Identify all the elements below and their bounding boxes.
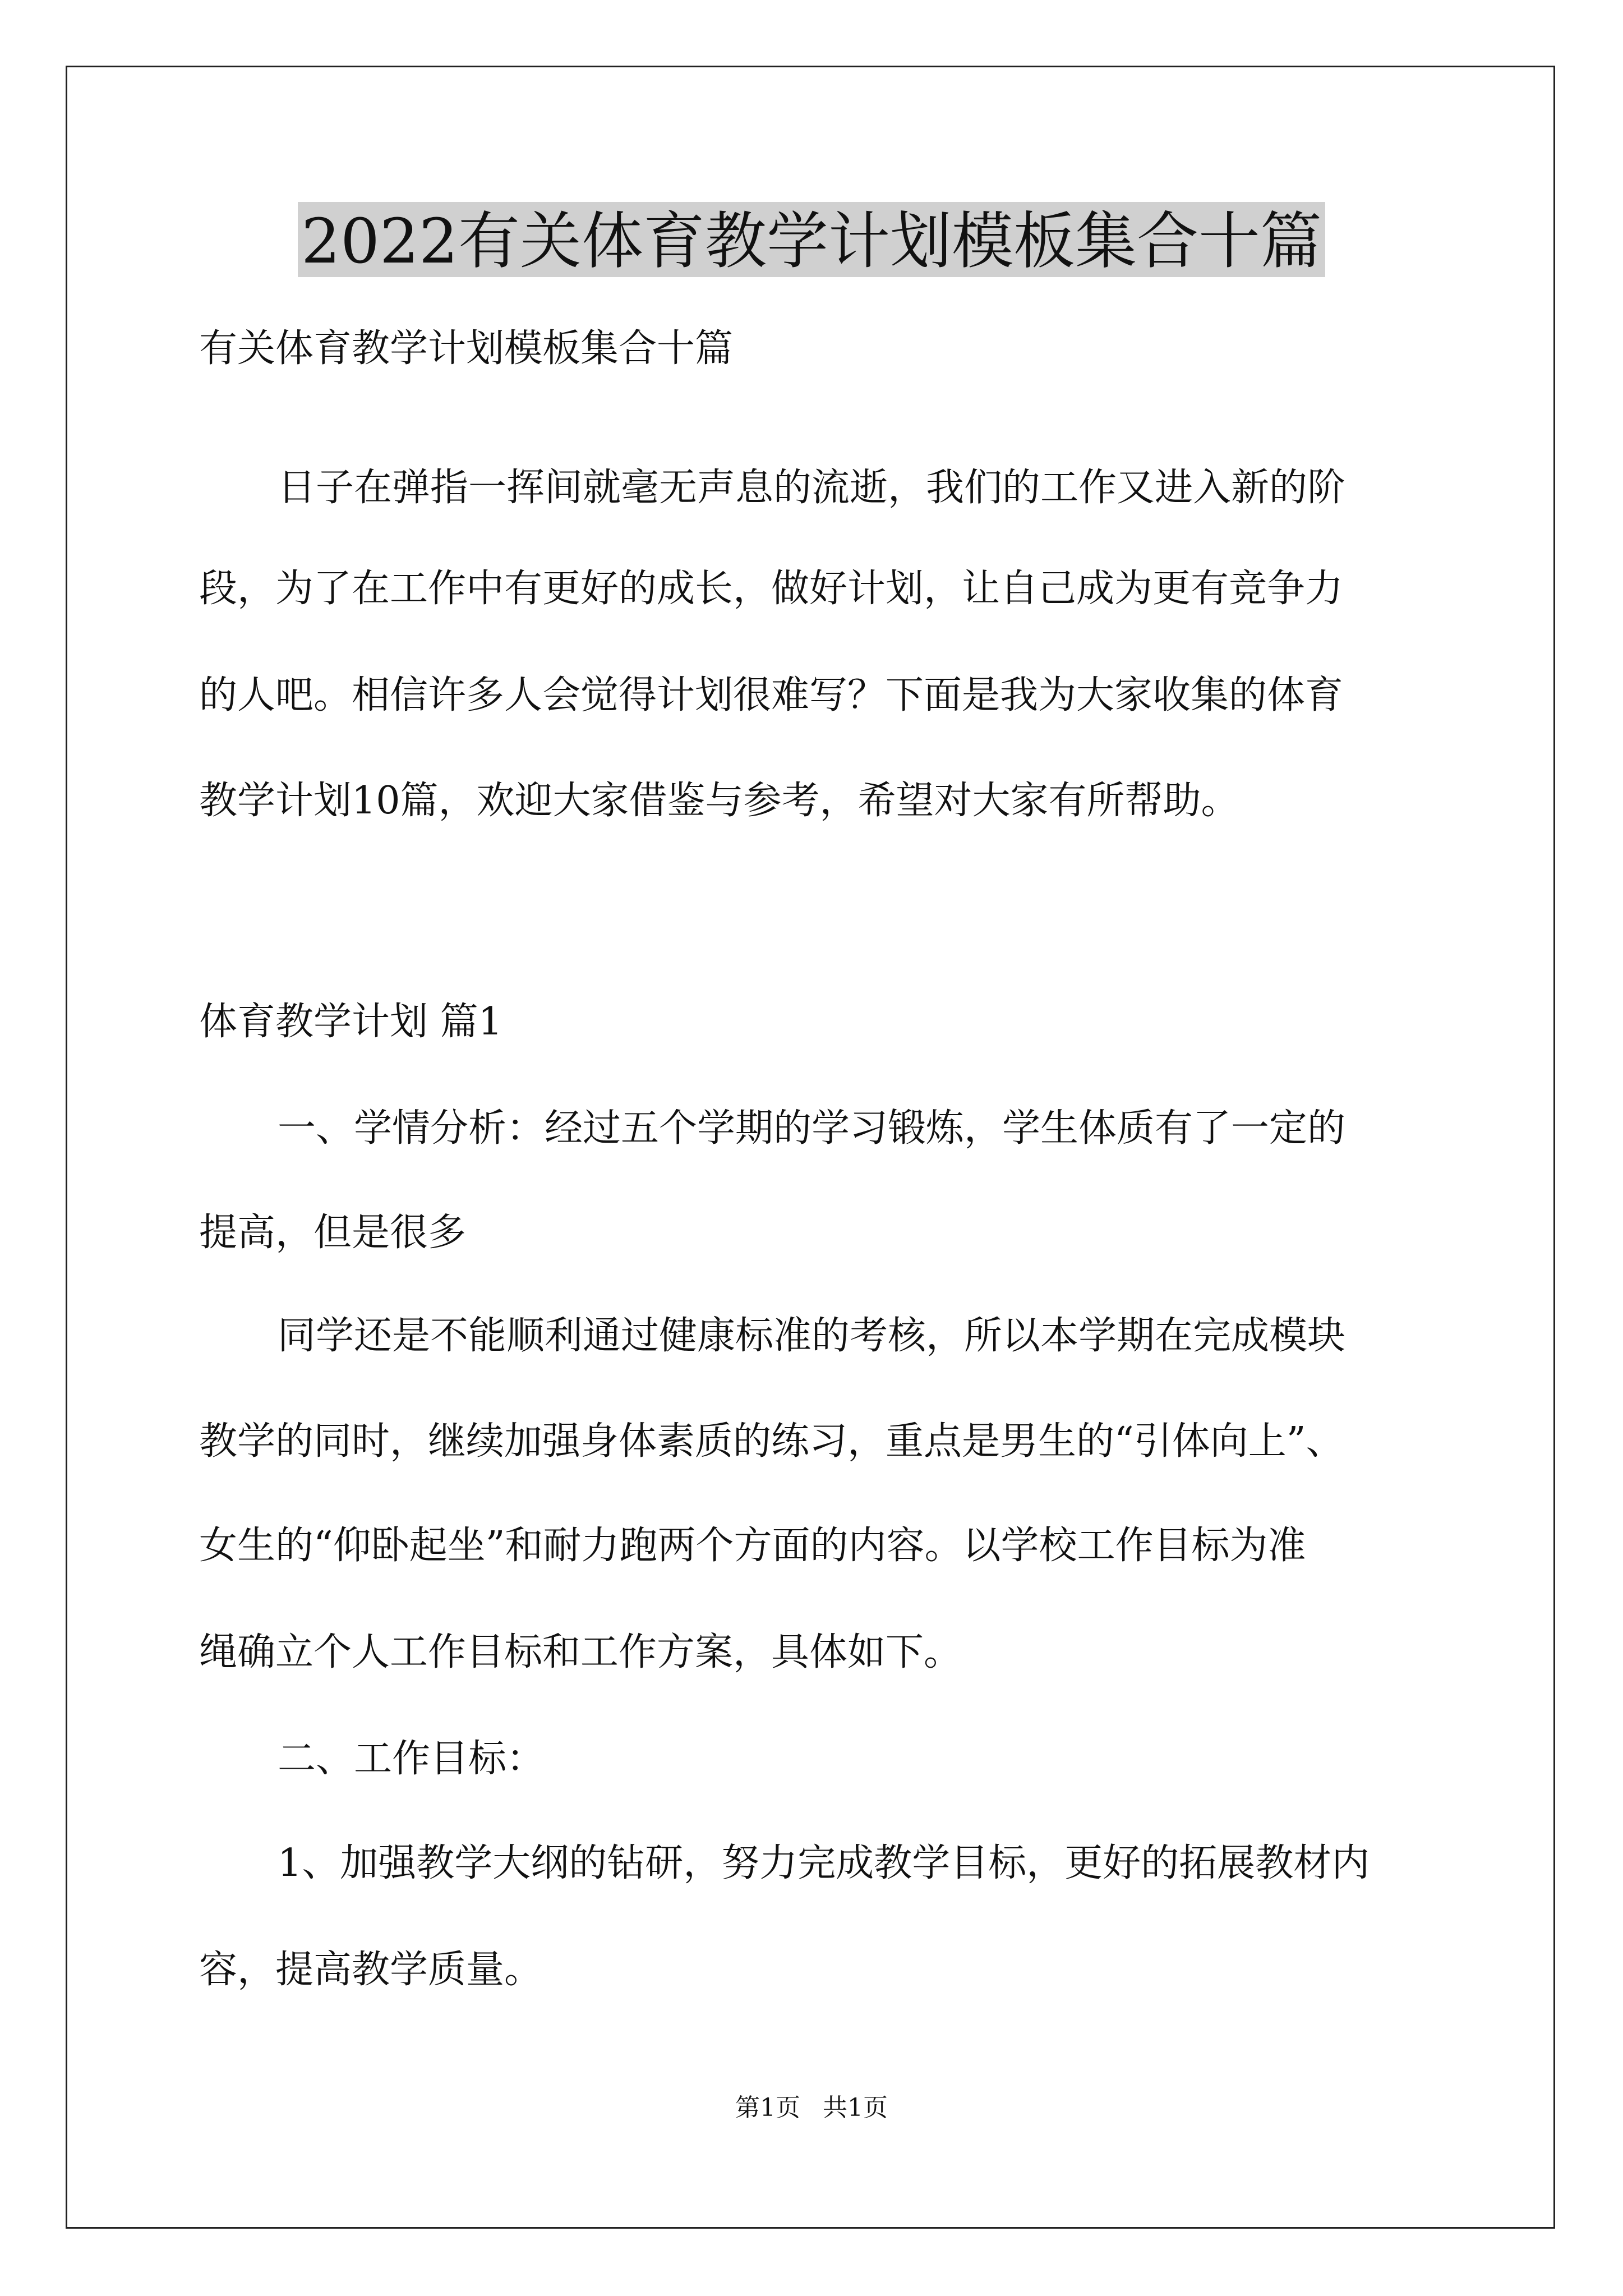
intro-line-4: 教学计划10篇，欢迎大家借鉴与参考，希望对大家有所帮助。 [199,779,1239,823]
document-title-text: 2022有关体育教学计划模板集合十篇 [298,202,1325,277]
section-heading: 体育教学计划 篇1 [199,1000,502,1044]
page-footer [0,2092,1623,2124]
students-line-1: 同学还是不能顺利通过健康标准的考核，所以本学期在完成模块 [278,1314,1346,1358]
students-line-4: 绳确立个人工作目标和工作方案，具体如下。 [199,1630,962,1674]
document-subtitle: 有关体育教学计划模板集合十篇 [199,326,734,371]
intro-line-1: 日子在弹指一挥间就毫无声息的流逝，我们的工作又进入新的阶 [278,466,1346,510]
goal-1-line-2: 容，提高教学质量。 [199,1948,543,1992]
analysis-line-1: 一、学情分析：经过五个学期的学习锻炼，学生体质有了一定的 [278,1106,1346,1151]
students-line-3: 女生的“仰卧起坐”和耐力跑两个方面的内容。以学校工作目标为准 [199,1524,1306,1568]
intro-line-3: 的人吧。相信许多人会觉得计划很难写？下面是我为大家收集的体育 [199,673,1344,717]
students-line-2: 教学的同时，继续加强身体素质的练习，重点是男生的“引体向上”、 [199,1419,1344,1464]
goal-1-line-1: 1、加强教学大纲的钻研，努力完成教学目标，更好的拓展教材内 [278,1841,1370,1885]
page-number: 第1页 [735,2093,800,2122]
document-title [0,202,1623,280]
page-total: 共1页 [823,2093,888,2122]
analysis-line-2: 提高，但是很多 [199,1211,467,1255]
intro-line-2: 段，为了在工作中有更好的成长，做好计划，让自己成为更有竞争力 [199,567,1344,611]
goals-heading: 二、工作目标： [278,1737,545,1781]
